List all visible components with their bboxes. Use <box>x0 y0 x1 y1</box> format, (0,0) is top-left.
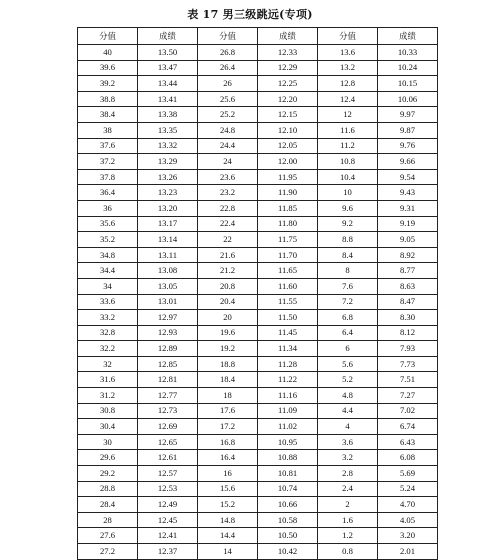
header-score-1: 分值 <box>78 28 138 45</box>
cell-result-2: 10.95 <box>258 434 318 450</box>
table-row <box>78 325 438 341</box>
cell-result-3: 7.27 <box>378 388 438 404</box>
cell-score-2: 17.2 <box>198 419 258 435</box>
cell-score-2: 18 <box>198 388 258 404</box>
cell-result-1: 13.26 <box>138 169 198 185</box>
cell-score-2: 23.6 <box>198 169 258 185</box>
header-result-1: 成绩 <box>138 28 198 45</box>
cell-score-3: 13.6 <box>318 45 378 61</box>
table-row <box>78 419 438 435</box>
cell-result-1: 13.38 <box>138 107 198 123</box>
cell-score-2: 20.4 <box>198 294 258 310</box>
table-row <box>78 138 438 154</box>
cell-score-3: 10.4 <box>318 169 378 185</box>
cell-score-2: 26 <box>198 76 258 92</box>
cell-score-3: 12.8 <box>318 76 378 92</box>
cell-score-2: 23.2 <box>198 185 258 201</box>
cell-score-1: 37.2 <box>78 154 138 170</box>
cell-score-2: 17.6 <box>198 403 258 419</box>
cell-result-2: 11.95 <box>258 169 318 185</box>
cell-score-2: 19.6 <box>198 325 258 341</box>
table-row <box>78 388 438 404</box>
cell-result-2: 12.15 <box>258 107 318 123</box>
cell-score-1: 34.4 <box>78 263 138 279</box>
cell-result-1: 12.57 <box>138 466 198 482</box>
cell-result-3: 7.73 <box>378 356 438 372</box>
cell-result-2: 11.22 <box>258 372 318 388</box>
cell-result-2: 11.65 <box>258 263 318 279</box>
header-score-2: 分值 <box>198 28 258 45</box>
cell-score-2: 20.8 <box>198 278 258 294</box>
cell-result-2: 11.90 <box>258 185 318 201</box>
cell-score-2: 18.8 <box>198 356 258 372</box>
cell-result-1: 12.93 <box>138 325 198 341</box>
cell-result-2: 10.81 <box>258 466 318 482</box>
cell-result-2: 10.74 <box>258 481 318 497</box>
cell-result-3: 7.93 <box>378 341 438 357</box>
cell-result-2: 11.75 <box>258 232 318 248</box>
cell-result-2: 10.88 <box>258 450 318 466</box>
cell-score-1: 32 <box>78 356 138 372</box>
cell-score-2: 21.2 <box>198 263 258 279</box>
cell-score-2: 14.8 <box>198 512 258 528</box>
cell-result-1: 13.44 <box>138 76 198 92</box>
cell-result-3: 9.97 <box>378 107 438 123</box>
cell-score-2: 25.6 <box>198 91 258 107</box>
table-row <box>78 294 438 310</box>
table-row <box>78 247 438 263</box>
cell-score-2: 26.4 <box>198 60 258 76</box>
cell-score-2: 22.8 <box>198 200 258 216</box>
cell-result-3: 7.02 <box>378 403 438 419</box>
cell-score-1: 29.2 <box>78 466 138 482</box>
cell-score-3: 10 <box>318 185 378 201</box>
cell-score-2: 24.4 <box>198 138 258 154</box>
cell-result-3: 6.43 <box>378 434 438 450</box>
table-row <box>78 76 438 92</box>
cell-result-2: 11.34 <box>258 341 318 357</box>
cell-score-2: 19.2 <box>198 341 258 357</box>
cell-result-1: 13.29 <box>138 154 198 170</box>
cell-score-3: 3.2 <box>318 450 378 466</box>
cell-result-2: 11.02 <box>258 419 318 435</box>
cell-result-1: 13.01 <box>138 294 198 310</box>
cell-score-1: 32.2 <box>78 341 138 357</box>
table-row <box>78 154 438 170</box>
cell-score-3: 2.4 <box>318 481 378 497</box>
cell-result-1: 13.32 <box>138 138 198 154</box>
cell-result-1: 13.50 <box>138 45 198 61</box>
cell-score-1: 34 <box>78 278 138 294</box>
cell-score-3: 8 <box>318 263 378 279</box>
cell-score-3: 7.6 <box>318 278 378 294</box>
cell-result-3: 9.31 <box>378 200 438 216</box>
table-row <box>78 372 438 388</box>
table-row <box>78 466 438 482</box>
cell-result-3: 8.63 <box>378 278 438 294</box>
cell-result-2: 10.50 <box>258 528 318 544</box>
cell-result-3: 8.12 <box>378 325 438 341</box>
cell-score-1: 27.2 <box>78 544 138 560</box>
cell-result-2: 10.58 <box>258 512 318 528</box>
cell-score-1: 32.8 <box>78 325 138 341</box>
cell-score-1: 39.2 <box>78 76 138 92</box>
table-row <box>78 263 438 279</box>
cell-result-3: 5.24 <box>378 481 438 497</box>
cell-score-1: 34.8 <box>78 247 138 263</box>
cell-score-2: 15.6 <box>198 481 258 497</box>
cell-result-3: 9.76 <box>378 138 438 154</box>
cell-score-1: 38 <box>78 122 138 138</box>
cell-score-3: 6 <box>318 341 378 357</box>
cell-result-1: 12.81 <box>138 372 198 388</box>
cell-score-1: 38.8 <box>78 91 138 107</box>
cell-result-2: 11.16 <box>258 388 318 404</box>
cell-result-3: 10.33 <box>378 45 438 61</box>
cell-score-1: 37.8 <box>78 169 138 185</box>
cell-result-2: 12.05 <box>258 138 318 154</box>
cell-result-2: 10.66 <box>258 497 318 513</box>
cell-score-3: 5.2 <box>318 372 378 388</box>
cell-result-1: 12.97 <box>138 310 198 326</box>
cell-result-3: 9.19 <box>378 216 438 232</box>
cell-score-2: 22 <box>198 232 258 248</box>
cell-result-1: 13.35 <box>138 122 198 138</box>
table-body <box>78 45 438 560</box>
table-row <box>78 232 438 248</box>
cell-score-3: 9.2 <box>318 216 378 232</box>
cell-result-3: 4.05 <box>378 512 438 528</box>
cell-result-1: 12.41 <box>138 528 198 544</box>
cell-score-3: 4.4 <box>318 403 378 419</box>
cell-score-2: 25.2 <box>198 107 258 123</box>
cell-score-2: 16.4 <box>198 450 258 466</box>
table-row <box>78 403 438 419</box>
cell-result-3: 9.43 <box>378 185 438 201</box>
cell-score-3: 8.8 <box>318 232 378 248</box>
cell-result-3: 7.51 <box>378 372 438 388</box>
cell-result-1: 13.47 <box>138 60 198 76</box>
cell-score-3: 1.6 <box>318 512 378 528</box>
cell-score-3: 4.8 <box>318 388 378 404</box>
cell-score-2: 14 <box>198 544 258 560</box>
table-header <box>78 28 438 45</box>
cell-result-2: 11.60 <box>258 278 318 294</box>
table-row <box>78 356 438 372</box>
table-row <box>78 107 438 123</box>
cell-result-1: 13.05 <box>138 278 198 294</box>
cell-result-3: 10.24 <box>378 60 438 76</box>
table-row <box>78 122 438 138</box>
cell-score-3: 2.8 <box>318 466 378 482</box>
cell-score-2: 20 <box>198 310 258 326</box>
cell-result-2: 11.45 <box>258 325 318 341</box>
table-row <box>78 310 438 326</box>
cell-score-3: 2 <box>318 497 378 513</box>
cell-result-1: 13.14 <box>138 232 198 248</box>
cell-result-2: 11.28 <box>258 356 318 372</box>
cell-score-1: 30.4 <box>78 419 138 435</box>
cell-result-1: 12.69 <box>138 419 198 435</box>
cell-score-2: 26.8 <box>198 45 258 61</box>
cell-score-2: 24.8 <box>198 122 258 138</box>
cell-score-3: 3.6 <box>318 434 378 450</box>
cell-score-3: 13.2 <box>318 60 378 76</box>
cell-score-1: 35.6 <box>78 216 138 232</box>
cell-result-2: 11.09 <box>258 403 318 419</box>
header-result-3: 成绩 <box>378 28 438 45</box>
cell-result-1: 13.08 <box>138 263 198 279</box>
cell-score-2: 18.4 <box>198 372 258 388</box>
table-row <box>78 528 438 544</box>
cell-score-3: 12.4 <box>318 91 378 107</box>
cell-result-2: 12.10 <box>258 122 318 138</box>
cell-result-3: 9.54 <box>378 169 438 185</box>
cell-score-3: 6.4 <box>318 325 378 341</box>
header-row <box>78 28 438 45</box>
cell-score-2: 16 <box>198 466 258 482</box>
cell-score-1: 31.2 <box>78 388 138 404</box>
cell-score-1: 29.6 <box>78 450 138 466</box>
table-row <box>78 544 438 560</box>
cell-result-1: 12.37 <box>138 544 198 560</box>
cell-result-1: 13.20 <box>138 200 198 216</box>
cell-result-3: 6.08 <box>378 450 438 466</box>
cell-result-2: 12.29 <box>258 60 318 76</box>
table-row <box>78 200 438 216</box>
cell-score-3: 5.6 <box>318 356 378 372</box>
cell-score-1: 31.6 <box>78 372 138 388</box>
cell-result-3: 8.77 <box>378 263 438 279</box>
cell-result-2: 12.00 <box>258 154 318 170</box>
cell-result-1: 12.73 <box>138 403 198 419</box>
header-score-3: 分值 <box>318 28 378 45</box>
cell-result-2: 11.85 <box>258 200 318 216</box>
table-row <box>78 185 438 201</box>
table-row <box>78 216 438 232</box>
table-row <box>78 450 438 466</box>
cell-result-1: 12.53 <box>138 481 198 497</box>
cell-result-2: 12.25 <box>258 76 318 92</box>
cell-result-2: 11.55 <box>258 294 318 310</box>
cell-score-2: 21.6 <box>198 247 258 263</box>
cell-score-3: 11.6 <box>318 122 378 138</box>
table-row <box>78 45 438 61</box>
cell-result-3: 10.15 <box>378 76 438 92</box>
cell-result-2: 11.70 <box>258 247 318 263</box>
table-row <box>78 497 438 513</box>
cell-result-1: 12.65 <box>138 434 198 450</box>
cell-score-1: 33.2 <box>78 310 138 326</box>
cell-result-3: 5.69 <box>378 466 438 482</box>
cell-score-1: 30.8 <box>78 403 138 419</box>
cell-result-1: 13.23 <box>138 185 198 201</box>
cell-score-3: 0.8 <box>318 544 378 560</box>
cell-result-2: 12.20 <box>258 91 318 107</box>
cell-result-3: 9.05 <box>378 232 438 248</box>
table-row <box>78 512 438 528</box>
cell-score-2: 15.2 <box>198 497 258 513</box>
table-row <box>78 60 438 76</box>
cell-result-1: 12.85 <box>138 356 198 372</box>
cell-result-3: 8.92 <box>378 247 438 263</box>
cell-score-3: 4 <box>318 419 378 435</box>
cell-result-1: 12.49 <box>138 497 198 513</box>
cell-score-3: 7.2 <box>318 294 378 310</box>
cell-result-3: 6.74 <box>378 419 438 435</box>
cell-result-1: 13.11 <box>138 247 198 263</box>
cell-score-1: 33.6 <box>78 294 138 310</box>
cell-result-2: 10.42 <box>258 544 318 560</box>
table-row <box>78 169 438 185</box>
cell-result-1: 13.41 <box>138 91 198 107</box>
cell-result-1: 12.45 <box>138 512 198 528</box>
cell-score-1: 36.4 <box>78 185 138 201</box>
cell-result-1: 12.89 <box>138 341 198 357</box>
cell-score-3: 12 <box>318 107 378 123</box>
cell-result-3: 3.20 <box>378 528 438 544</box>
cell-score-1: 36 <box>78 200 138 216</box>
cell-score-1: 39.6 <box>78 60 138 76</box>
cell-score-2: 24 <box>198 154 258 170</box>
cell-result-3: 2.01 <box>378 544 438 560</box>
cell-result-1: 12.77 <box>138 388 198 404</box>
cell-result-3: 10.06 <box>378 91 438 107</box>
cell-result-2: 12.33 <box>258 45 318 61</box>
cell-result-3: 8.30 <box>378 310 438 326</box>
cell-score-1: 37.6 <box>78 138 138 154</box>
table-row <box>78 341 438 357</box>
cell-result-1: 12.61 <box>138 450 198 466</box>
cell-score-2: 16.8 <box>198 434 258 450</box>
cell-score-1: 40 <box>78 45 138 61</box>
cell-result-3: 9.66 <box>378 154 438 170</box>
cell-score-2: 14.4 <box>198 528 258 544</box>
cell-score-3: 10.8 <box>318 154 378 170</box>
cell-score-3: 1.2 <box>318 528 378 544</box>
cell-score-1: 28.4 <box>78 497 138 513</box>
score-table <box>77 27 438 560</box>
cell-result-2: 11.50 <box>258 310 318 326</box>
cell-result-3: 9.87 <box>378 122 438 138</box>
cell-result-3: 8.47 <box>378 294 438 310</box>
cell-score-3: 8.4 <box>318 247 378 263</box>
table-row <box>78 481 438 497</box>
header-result-2: 成绩 <box>258 28 318 45</box>
cell-score-1: 35.2 <box>78 232 138 248</box>
cell-score-1: 28.8 <box>78 481 138 497</box>
table-row <box>78 434 438 450</box>
cell-score-1: 28 <box>78 512 138 528</box>
cell-score-1: 38.4 <box>78 107 138 123</box>
cell-result-3: 4.70 <box>378 497 438 513</box>
table-row <box>78 91 438 107</box>
cell-score-3: 9.6 <box>318 200 378 216</box>
table-title: 表 17 男三级跳远(专项) <box>187 8 313 21</box>
cell-score-3: 6.8 <box>318 310 378 326</box>
cell-result-1: 13.17 <box>138 216 198 232</box>
cell-score-1: 27.6 <box>78 528 138 544</box>
cell-score-1: 30 <box>78 434 138 450</box>
cell-score-3: 11.2 <box>318 138 378 154</box>
cell-score-2: 22.4 <box>198 216 258 232</box>
cell-result-2: 11.80 <box>258 216 318 232</box>
table-row <box>78 278 438 294</box>
